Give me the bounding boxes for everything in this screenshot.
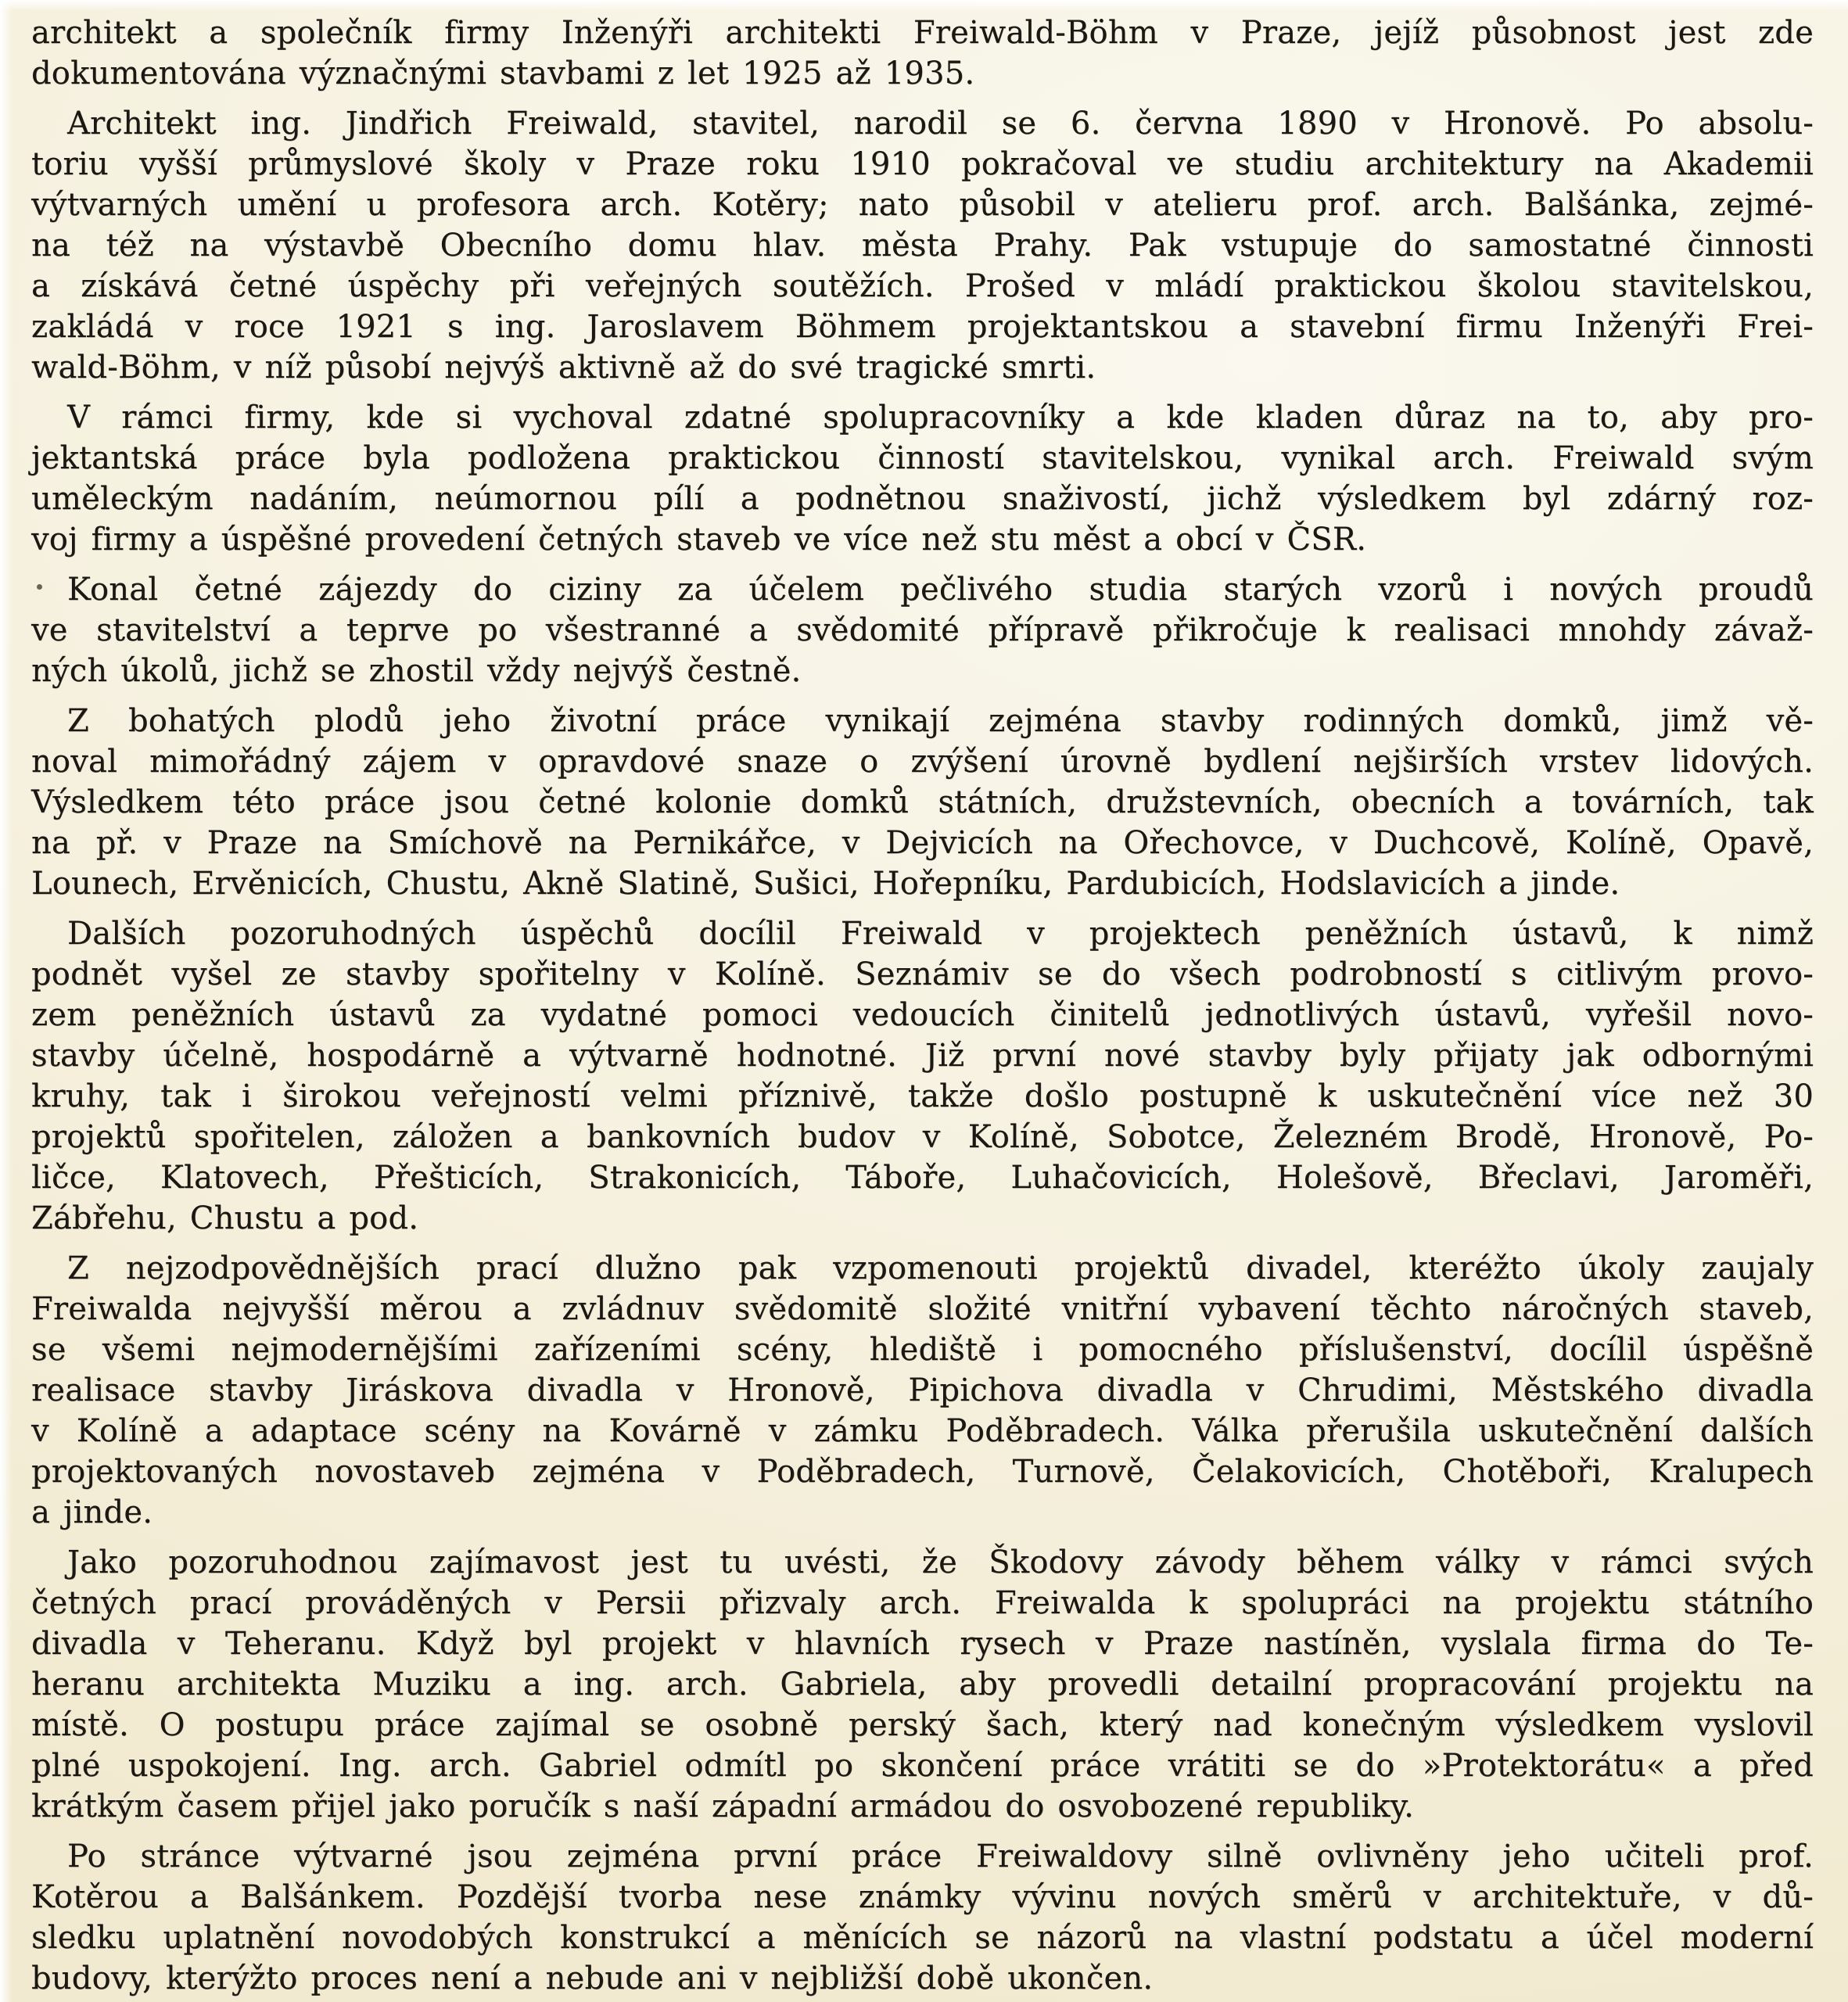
text-line: voj firmy a úspěšné provedení četných staveb ve více než stu měst a obcí v ČSR. — [31, 522, 1367, 558]
text-line: realisace stavby Jiráskova divadla v Hronově, Pipichova divadla v Chrudimi, Městského divadla — [31, 1372, 1814, 1408]
text-line: a jinde. — [31, 1494, 153, 1530]
text-line: toriu vyšší průmyslové školy v Praze roku 1910 pokračoval ve studiu architektury na Akademii — [31, 146, 1814, 182]
paragraph — [31, 913, 1814, 1239]
text-line: Výsledkem této práce jsou četné kolonie domků státních, družstevních, obecních a továrních, tak — [31, 784, 1814, 820]
paragraph — [31, 569, 1814, 691]
text-line: zakládá v roce 1921 s ing. Jaroslavem Böhmem projektantskou a stavební firmu Inženýři Frei- — [31, 309, 1814, 345]
paragraph — [31, 1542, 1814, 1827]
text-line: ličce, Klatovech, Přešticích, Strakonicích, Táboře, Luhačovicích, Holešově, Břeclavi, Jaroměři, — [31, 1160, 1814, 1196]
text-line: místě. O postupu práce zajímal se osobně perský šach, který nad konečným výsledkem vyslovil — [31, 1707, 1814, 1743]
text-line: divadla v Teheranu. Když byl projekt v hlavních rysech v Praze nastíněn, vyslala firma do Te- — [31, 1626, 1814, 1662]
text-line: Po stránce výtvarné jsou zejména první práce Freiwaldovy silně ovlivněny jeho učiteli prof. — [67, 1839, 1814, 1875]
text-line: noval mimořádný zájem v opravdové snaze o zvýšení úrovně bydlení nejširších vrstev lidových. — [31, 744, 1814, 780]
text-line: na př. v Praze na Smíchově na Pernikářce, v Dejvicích na Ořechovce, v Duchcově, Kolíně, Opavě, — [31, 825, 1814, 861]
text-line: Z bohatých plodů jeho životní práce vynikají zejména stavby rodinných domků, jimž vě- — [67, 703, 1814, 739]
text-line: Z nejzodpovědnějších prací dlužno pak vzpomenouti projektů divadel, kteréžto úkoly zaujaly — [67, 1250, 1814, 1286]
text-line: projektů spořitelen, záložen a bankovních budov v Kolíně, Sobotce, Železném Brodě, Hronově, Po- — [31, 1119, 1814, 1155]
text-line: Zábřehu, Chustu a pod. — [31, 1200, 419, 1236]
text-line: četných prací prováděných v Persii přizvaly arch. Freiwalda k spolupráci na projektu státního — [31, 1585, 1814, 1621]
paragraph — [31, 1836, 1814, 1999]
text-line: architekt a společník firmy Inženýři architekti Freiwald-Böhm v Praze, jejíž působnost jest zde — [31, 15, 1814, 51]
text-line: projektovaných novostaveb zejména v Poděbradech, Turnově, Čelakovicích, Chotěboři, Kralupech — [31, 1454, 1814, 1490]
paragraph — [31, 103, 1814, 388]
paragraph — [31, 397, 1814, 560]
text-line: Architekt ing. Jindřich Freiwald, stavitel, narodil se 6. června 1890 v Hronově. Po absolu- — [67, 106, 1814, 142]
text-line: zem peněžních ústavů za vydatné pomoci vedoucích činitelů jednotlivých ústavů, vyřešil novo- — [31, 997, 1814, 1033]
text-line: se všemi nejmodernějšími zařízeními scény, hlediště i pomocného příslušenství, docílil úspěšně — [31, 1332, 1814, 1368]
text-line: a získává četné úspěchy při veřejných soutěžích. Prošed v mládí praktickou školou stavitelskou, — [31, 268, 1814, 304]
paragraph — [31, 13, 1814, 94]
ink-speck-artifact — [37, 584, 42, 590]
paragraph — [31, 1248, 1814, 1533]
text-line: ve stavitelství a teprve po všestranné a svědomité přípravě přikročuje k realisaci mnohdy závaž- — [31, 612, 1814, 648]
text-line: jektantská práce byla podložena praktickou činností stavitelskou, vynikal arch. Freiwald svým — [31, 440, 1814, 476]
paragraph — [31, 701, 1814, 904]
text-line: na též na výstavbě Obecního domu hlav. města Prahy. Pak vstupuje do samostatné činnosti — [31, 228, 1814, 264]
text-line: Lounech, Ervěnicích, Chustu, Akně Slatině, Sušici, Hořepníku, Pardubicích, Hodslavicích a jinde. — [31, 866, 1620, 902]
text-line: Freiwalda nejvyšší měrou a zvládnuv svědomitě složité vnitřní vybavení těchto náročných staveb, — [31, 1291, 1814, 1327]
text-line: v Kolíně a adaptace scény na Kovárně v zámku Poděbradech. Válka přerušila uskutečnění dalších — [31, 1413, 1814, 1449]
text-line: budovy, kterýžto proces není a nebude ani v nejbližší době ukončen. — [31, 1961, 1154, 1997]
text-line: wald-Böhm, v níž působí nejvýš aktivně až do své tragické smrti. — [31, 350, 1096, 386]
text-line: výtvarných umění u profesora arch. Kotěry; nato působil v atelieru prof. arch. Balšánka, zejmé- — [31, 187, 1814, 223]
text-line: uměleckým nadáním, neúmornou pílí a podnětnou snaživostí, jichž výsledkem byl zdárný roz- — [31, 481, 1814, 517]
text-line: stavby účelně, hospodárně a výtvarně hodnotné. Již první nové stavby byly přijaty jak odbornými — [31, 1038, 1814, 1074]
text-line: Dalších pozoruhodných úspěchů docílil Freiwald v projektech peněžních ústavů, k nimž — [67, 916, 1814, 952]
text-line: ných úkolů, jichž se zhostil vždy nejvýš čestně. — [31, 653, 802, 689]
text-line: Kotěrou a Balšánkem. Pozdější tvorba nese známky vývinu nových směrů v architektuře, v dů- — [31, 1879, 1814, 1915]
text-line: plné uspokojení. Ing. arch. Gabriel odmítl po skončení práce vrátiti se do »Protektorátu« a před — [31, 1748, 1814, 1784]
text-line: heranu architekta Muziku a ing. arch. Gabriela, aby provedli detailní propracování projektu na — [31, 1667, 1814, 1702]
text-line: kruhy, tak i širokou veřejností velmi příznivě, takže došlo postupně k uskutečnění více než 30 — [31, 1078, 1814, 1114]
text-line: dokumentována význačnými stavbami z let 1925 až 1935. — [31, 56, 975, 91]
text-line: podnět vyšel ze stavby spořitelny v Kolíně. Seznámiv se do všech podrobností s citlivým provo- — [31, 956, 1814, 992]
text-line: krátkým časem přijel jako poručík s naší západní armádou do osvobozené republiky. — [31, 1789, 1415, 1824]
text-line: V rámci firmy, kde si vychoval zdatné spolupracovníky a kde kladen důraz na to, aby pro- — [67, 400, 1814, 436]
text-column — [31, 13, 1814, 1999]
text-line: Jako pozoruhodnou zajímavost jest tu uvésti, že Škodovy závody během války v rámci svých — [67, 1545, 1814, 1580]
text-line: Konal četné zájezdy do ciziny za účelem pečlivého studia starých vzorů i nových proudů — [67, 572, 1814, 608]
text-line: sledku uplatnění novodobých konstrukcí a měnících se názorů na vlastní podstatu a účel moderní — [31, 1920, 1814, 1956]
